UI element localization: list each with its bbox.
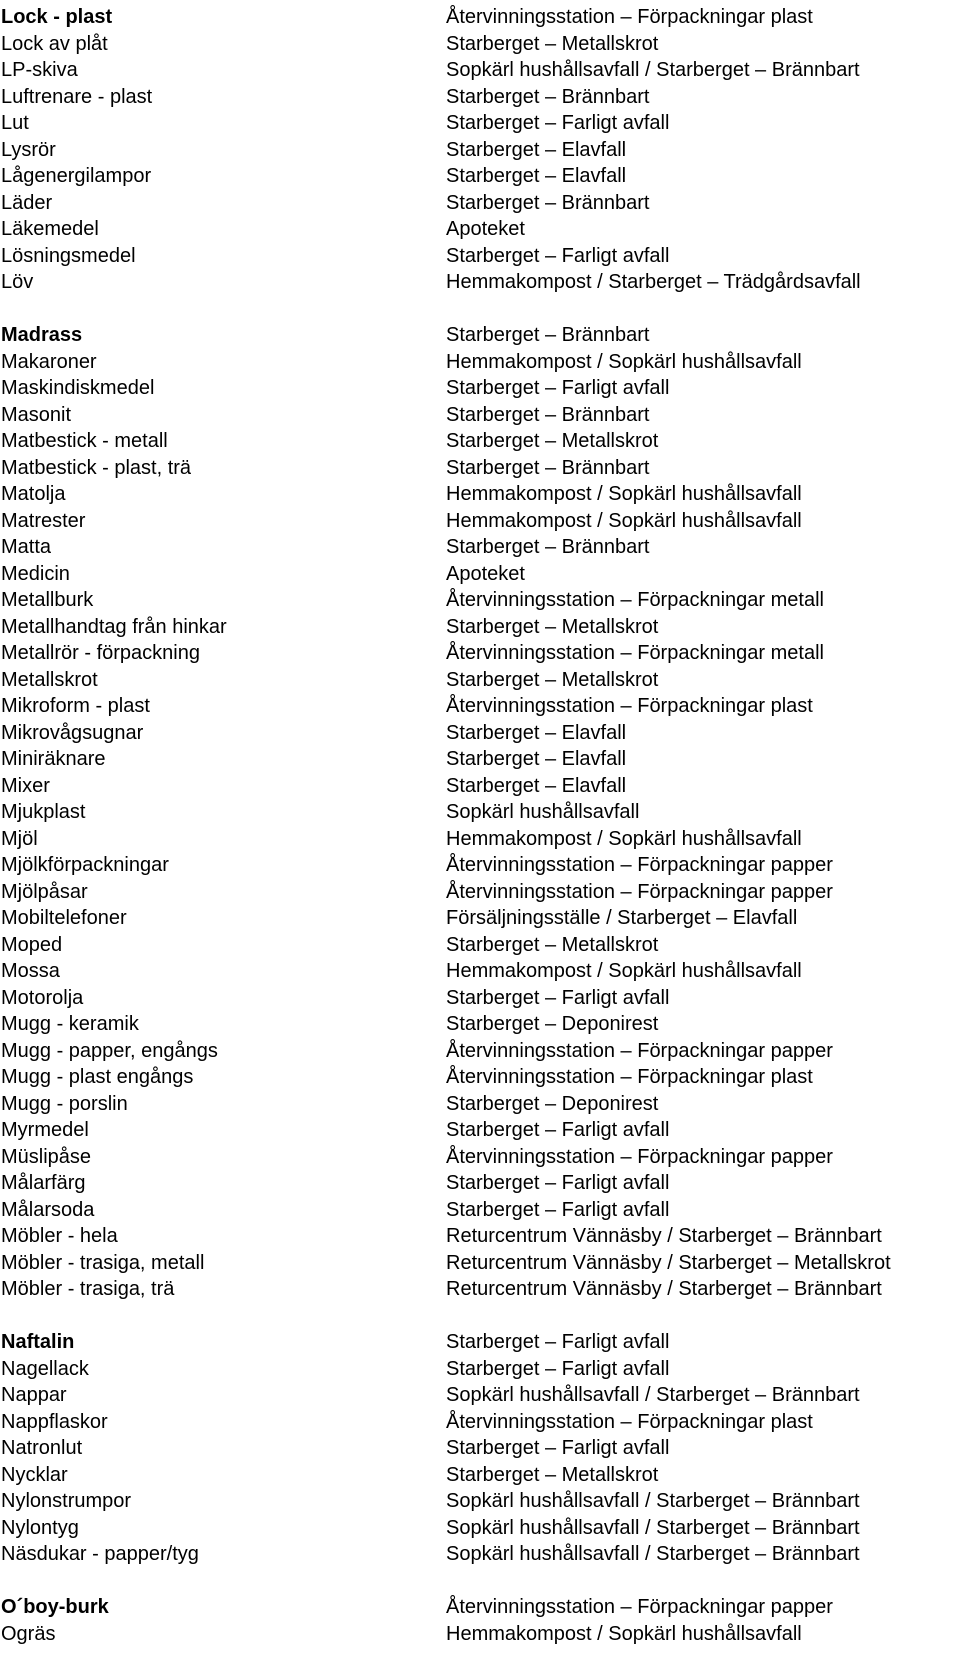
letter-section	[0, 1329, 960, 1568]
item-name: LP-skiva	[1, 59, 78, 81]
list-item	[0, 1435, 960, 1462]
item-name: Nappar	[1, 1384, 67, 1406]
list-item	[0, 84, 960, 111]
list-item	[0, 110, 960, 137]
list-item	[0, 958, 960, 985]
item-name: Metallburk	[1, 589, 94, 611]
item-name: Natronlut	[1, 1437, 83, 1459]
item-name: Näsdukar - papper/tyg	[1, 1543, 199, 1565]
item-name: Läkemedel	[1, 218, 99, 240]
list-item	[0, 269, 960, 296]
disposal-destination: Starberget – Farligt avfall	[446, 377, 670, 399]
item-name: Nylonstrumpor	[1, 1490, 132, 1512]
list-item	[0, 1144, 960, 1171]
disposal-destination: Starberget – Farligt avfall	[446, 1357, 670, 1380]
disposal-destination: Återvinningsstation – Förpackningar plast	[446, 695, 813, 717]
list-item	[0, 1515, 960, 1542]
item-name: Mobiltelefoner	[1, 907, 127, 929]
list-item	[0, 1329, 960, 1356]
disposal-destination: Sopkärl hushållsavfall	[446, 801, 640, 823]
list-item	[0, 1223, 960, 1250]
disposal-destination: Hemmakompost / Sopkärl hushållsavfall	[446, 509, 802, 532]
disposal-destination: Starberget – Deponirest	[446, 1013, 659, 1035]
disposal-destination: Sopkärl hushållsavfall / Starberget – Brännbart	[446, 1516, 860, 1539]
list-item	[0, 137, 960, 164]
disposal-destination: Apoteket	[446, 218, 525, 240]
disposal-destination: Starberget – Farligt avfall	[446, 1172, 670, 1194]
list-item	[0, 375, 960, 402]
disposal-destination: Starberget – Farligt avfall	[446, 1119, 670, 1141]
item-name: Madrass	[1, 324, 83, 346]
item-name: Masonit	[1, 403, 72, 426]
item-name: Läder	[1, 191, 53, 214]
item-name: Naftalin	[1, 1331, 75, 1353]
list-item	[0, 216, 960, 243]
disposal-destination: Starberget – Metallskrot	[446, 430, 659, 452]
disposal-destination: Återvinningsstation – Förpackningar plast	[446, 1410, 813, 1433]
disposal-destination: Återvinningsstation – Förpackningar papper	[446, 854, 833, 876]
item-name: Mjöl	[1, 827, 38, 850]
item-name: Möbler - hela	[1, 1225, 118, 1247]
item-name: Målarfärg	[1, 1172, 86, 1194]
disposal-destination: Starberget – Farligt avfall	[446, 1437, 670, 1459]
list-item	[0, 1621, 960, 1648]
letter-section	[0, 1594, 960, 1647]
item-name: Möbler - trasiga, trä	[1, 1278, 175, 1300]
list-item	[0, 4, 960, 31]
disposal-destination: Starberget – Metallskrot	[446, 1463, 659, 1486]
item-name: Matrester	[1, 509, 86, 532]
list-item	[0, 746, 960, 773]
list-item	[0, 773, 960, 800]
disposal-destination: Starberget – Elavfall	[446, 774, 627, 797]
disposal-destination: Starberget – Brännbart	[446, 324, 650, 346]
disposal-destination: Hemmakompost / Sopkärl hushållsavfall	[446, 483, 802, 505]
list-item	[0, 508, 960, 535]
item-name: Mikroform - plast	[1, 695, 150, 717]
list-item	[0, 31, 960, 58]
item-name: Mjölpåsar	[1, 880, 88, 903]
list-item	[0, 985, 960, 1012]
list-item	[0, 667, 960, 694]
disposal-destination: Starberget – Brännbart	[446, 456, 650, 479]
item-name: Luftrenare - plast	[1, 85, 153, 108]
disposal-destination: Starberget – Elavfall	[446, 748, 627, 770]
list-item	[0, 561, 960, 588]
item-name: Lock av plåt	[1, 32, 108, 55]
item-name: Miniräknare	[1, 748, 106, 770]
disposal-destination: Sopkärl hushållsavfall / Starberget – Brännbart	[446, 59, 860, 81]
item-name: Mjukplast	[1, 801, 86, 823]
disposal-destination: Sopkärl hushållsavfall / Starberget – Brännbart	[446, 1543, 860, 1565]
item-name: Metallrör - förpackning	[1, 642, 200, 664]
list-item	[0, 57, 960, 84]
item-name: Lock - plast	[1, 6, 113, 28]
item-name: Nagellack	[1, 1357, 89, 1380]
item-name: Makaroner	[1, 350, 97, 373]
list-item	[0, 190, 960, 217]
disposal-destination: Starberget – Brännbart	[446, 191, 650, 214]
disposal-destination: Starberget – Metallskrot	[446, 668, 659, 691]
item-name: Mugg - porslin	[1, 1092, 128, 1115]
item-name: Mixer	[1, 774, 50, 797]
disposal-destination: Starberget – Elavfall	[446, 165, 627, 187]
list-item	[0, 1382, 960, 1409]
list-item	[0, 1594, 960, 1621]
item-name: Maskindiskmedel	[1, 377, 155, 399]
disposal-destination: Sopkärl hushållsavfall / Starberget – Brännbart	[446, 1384, 860, 1406]
item-name: Myrmedel	[1, 1119, 89, 1141]
item-name: Müslipåse	[1, 1145, 92, 1168]
list-item	[0, 1409, 960, 1436]
disposal-destination: Starberget – Farligt avfall	[446, 112, 670, 134]
list-item	[0, 1011, 960, 1038]
list-item	[0, 455, 960, 482]
disposal-destination: Försäljningsställe / Starberget – Elavfall	[446, 907, 798, 929]
sorting-guide	[0, 4, 960, 1647]
list-item	[0, 322, 960, 349]
disposal-destination: Starberget – Farligt avfall	[446, 244, 670, 267]
list-item	[0, 163, 960, 190]
disposal-destination: Återvinningsstation – Förpackningar papper	[446, 1039, 833, 1062]
item-name: Matta	[1, 536, 52, 558]
list-item	[0, 1064, 960, 1091]
disposal-destination: Starberget – Elavfall	[446, 721, 627, 744]
disposal-destination: Återvinningsstation – Förpackningar plast	[446, 1066, 813, 1088]
disposal-destination: Återvinningsstation – Förpackningar papper	[446, 1145, 833, 1168]
list-item	[0, 587, 960, 614]
list-item	[0, 1250, 960, 1277]
item-name: Möbler - trasiga, metall	[1, 1251, 205, 1274]
list-item	[0, 402, 960, 429]
list-item	[0, 640, 960, 667]
disposal-destination: Återvinningsstation – Förpackningar papper	[446, 1596, 833, 1618]
item-name: Nappflaskor	[1, 1410, 108, 1433]
item-name: Lysrör	[1, 138, 56, 161]
list-item	[0, 481, 960, 508]
disposal-destination: Starberget – Farligt avfall	[446, 1198, 670, 1221]
list-item	[0, 1117, 960, 1144]
letter-section	[0, 4, 960, 296]
item-name: Lut	[1, 112, 29, 134]
list-item	[0, 852, 960, 879]
disposal-destination: Återvinningsstation – Förpackningar metall	[446, 642, 824, 664]
item-name: O´boy-burk	[1, 1596, 109, 1618]
list-item	[0, 905, 960, 932]
list-item	[0, 1276, 960, 1303]
list-item	[0, 428, 960, 455]
disposal-destination: Returcentrum Vännäsby / Starberget – Brännbart	[446, 1278, 882, 1300]
disposal-destination: Hemmakompost / Sopkärl hushållsavfall	[446, 960, 802, 982]
disposal-destination: Hemmakompost / Sopkärl hushållsavfall	[446, 827, 802, 850]
list-item	[0, 243, 960, 270]
list-item	[0, 1170, 960, 1197]
item-name: Löv	[1, 271, 34, 293]
list-item	[0, 1541, 960, 1568]
letter-section	[0, 322, 960, 1303]
disposal-destination: Starberget – Brännbart	[446, 536, 650, 558]
disposal-destination: Starberget – Metallskrot	[446, 615, 659, 638]
list-item	[0, 1091, 960, 1118]
disposal-destination: Starberget – Deponirest	[446, 1092, 659, 1115]
list-item	[0, 1462, 960, 1489]
item-name: Mjölkförpackningar	[1, 854, 169, 876]
item-name: Matbestick - metall	[1, 430, 168, 452]
disposal-destination: Starberget – Metallskrot	[446, 933, 659, 956]
item-name: Matolja	[1, 483, 66, 505]
disposal-destination: Apoteket	[446, 562, 525, 585]
item-name: Nylontyg	[1, 1516, 79, 1539]
list-item	[0, 826, 960, 853]
item-name: Mugg - papper, engångs	[1, 1039, 218, 1062]
disposal-destination: Hemmakompost / Starberget – Trädgårdsavfall	[446, 271, 861, 293]
list-item	[0, 1038, 960, 1065]
list-item	[0, 1197, 960, 1224]
item-name: Mikrovågsugnar	[1, 721, 144, 744]
disposal-destination: Starberget – Farligt avfall	[446, 1331, 670, 1353]
list-item	[0, 720, 960, 747]
list-item	[0, 349, 960, 376]
list-item	[0, 614, 960, 641]
disposal-destination: Återvinningsstation – Förpackningar papper	[446, 880, 833, 903]
item-name: Mugg - keramik	[1, 1013, 139, 1035]
disposal-destination: Hemmakompost / Sopkärl hushållsavfall	[446, 350, 802, 373]
disposal-destination: Hemmakompost / Sopkärl hushållsavfall	[446, 1622, 802, 1645]
list-item	[0, 1488, 960, 1515]
list-item	[0, 1356, 960, 1383]
item-name: Ogräs	[1, 1622, 56, 1645]
item-name: Motorolja	[1, 986, 84, 1009]
item-name: Metallskrot	[1, 668, 98, 691]
list-item	[0, 879, 960, 906]
item-name: Lösningsmedel	[1, 244, 136, 267]
item-name: Moped	[1, 933, 63, 956]
item-name: Mossa	[1, 960, 60, 982]
list-item	[0, 799, 960, 826]
disposal-destination: Starberget – Brännbart	[446, 403, 650, 426]
disposal-destination: Returcentrum Vännäsby / Starberget – Metallskrot	[446, 1251, 891, 1274]
item-name: Nycklar	[1, 1463, 68, 1486]
disposal-destination: Återvinningsstation – Förpackningar plast	[446, 6, 813, 28]
item-name: Lågenergilampor	[1, 165, 152, 187]
list-item	[0, 932, 960, 959]
list-item	[0, 534, 960, 561]
item-name: Matbestick - plast, trä	[1, 456, 192, 479]
disposal-destination: Starberget – Elavfall	[446, 138, 627, 161]
item-name: Medicin	[1, 562, 70, 585]
disposal-destination: Starberget – Farligt avfall	[446, 986, 670, 1009]
item-name: Målarsoda	[1, 1198, 95, 1221]
disposal-destination: Sopkärl hushållsavfall / Starberget – Brännbart	[446, 1490, 860, 1512]
item-name: Metallhandtag från hinkar	[1, 615, 227, 638]
item-name: Mugg - plast engångs	[1, 1066, 194, 1088]
disposal-destination: Returcentrum Vännäsby / Starberget – Brännbart	[446, 1225, 882, 1247]
disposal-destination: Återvinningsstation – Förpackningar metall	[446, 589, 824, 611]
disposal-destination: Starberget – Metallskrot	[446, 32, 659, 55]
disposal-destination: Starberget – Brännbart	[446, 85, 650, 108]
list-item	[0, 693, 960, 720]
